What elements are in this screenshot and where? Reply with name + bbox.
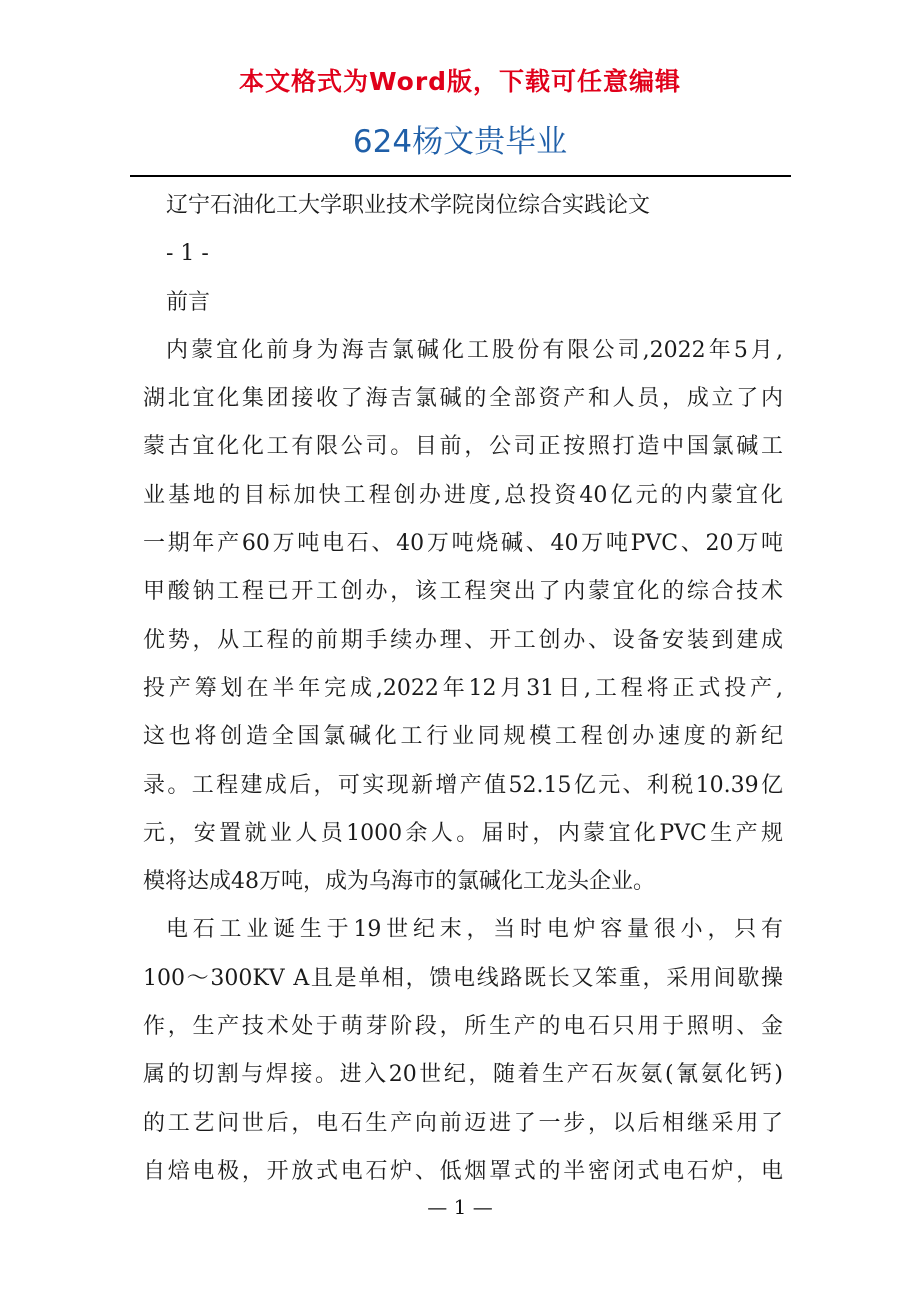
document-body	[143, 182, 783, 1196]
body-line: 元，安置就业人员1000余人。届时，内蒙宜化PVC生产规	[143, 820, 783, 846]
body-line: 模将达成48万吨，成为乌海市的氯碱化工龙头企业。	[143, 869, 655, 895]
download-banner: 本文格式为Word版，下载可任意编辑	[238, 67, 682, 96]
body-line: 自焙电极，开放式电石炉、低烟罩式的半密闭式电石炉，电	[143, 1158, 783, 1184]
body-line: 优势，从工程的前期手续办理、开工创办、设备安装到建成	[143, 627, 783, 653]
body-line: 投产筹划在半年完成,2022年12月31日,工程将正式投产,	[143, 675, 783, 701]
body-line: 湖北宜化集团接收了海吉氯碱的全部资产和人员，成立了内	[143, 386, 783, 412]
body-line: 辽宁石油化工大学职业技术学院岗位综合实践论文	[166, 193, 651, 218]
body-line: 前言	[166, 289, 211, 315]
body-line: 录。工程建成后，可实现新增产值52.15亿元、利税10.39亿	[143, 772, 783, 798]
body-line: 蒙古宜化化工有限公司。目前，公司正按照打造中国氯碱工	[143, 434, 783, 460]
body-line: 内蒙宜化前身为海吉氯碱化工股份有限公司,2022年5月,	[166, 337, 783, 363]
body-line: - 1 -	[166, 241, 209, 267]
body-line: 作，生产技术处于萌芽阶段，所生产的电石只用于照明、金	[143, 1014, 783, 1040]
body-line: 电石工业诞生于19世纪末，当时电炉容量很小，只有	[166, 917, 783, 943]
body-line: 属的切割与焊接。进入20世纪，随着生产石灰氨(氰氨化钙)	[143, 1062, 783, 1088]
body-line: 这也将创造全国氯碱化工行业同规模工程创办速度的新纪	[143, 724, 783, 750]
header-rule	[130, 175, 791, 177]
body-line: 甲酸钠工程已开工创办，该工程突出了内蒙宜化的综合技术	[143, 579, 783, 605]
body-line: 100～300KV A且是单相，馈电线路既长又笨重，采用间歇操	[143, 965, 783, 991]
body-line: 一期年产60万吨电石、40万吨烧碱、40万吨PVC、20万吨	[143, 531, 783, 557]
page-number-footer: — 1 —	[427, 1195, 493, 1219]
body-line: 的工艺问世后，电石生产向前迈进了一步，以后相继采用了	[143, 1110, 783, 1136]
document-title: 624杨文贵毕业	[352, 124, 568, 160]
body-line: 业基地的目标加快工程创办进度,总投资40亿元的内蒙宜化	[143, 482, 783, 508]
